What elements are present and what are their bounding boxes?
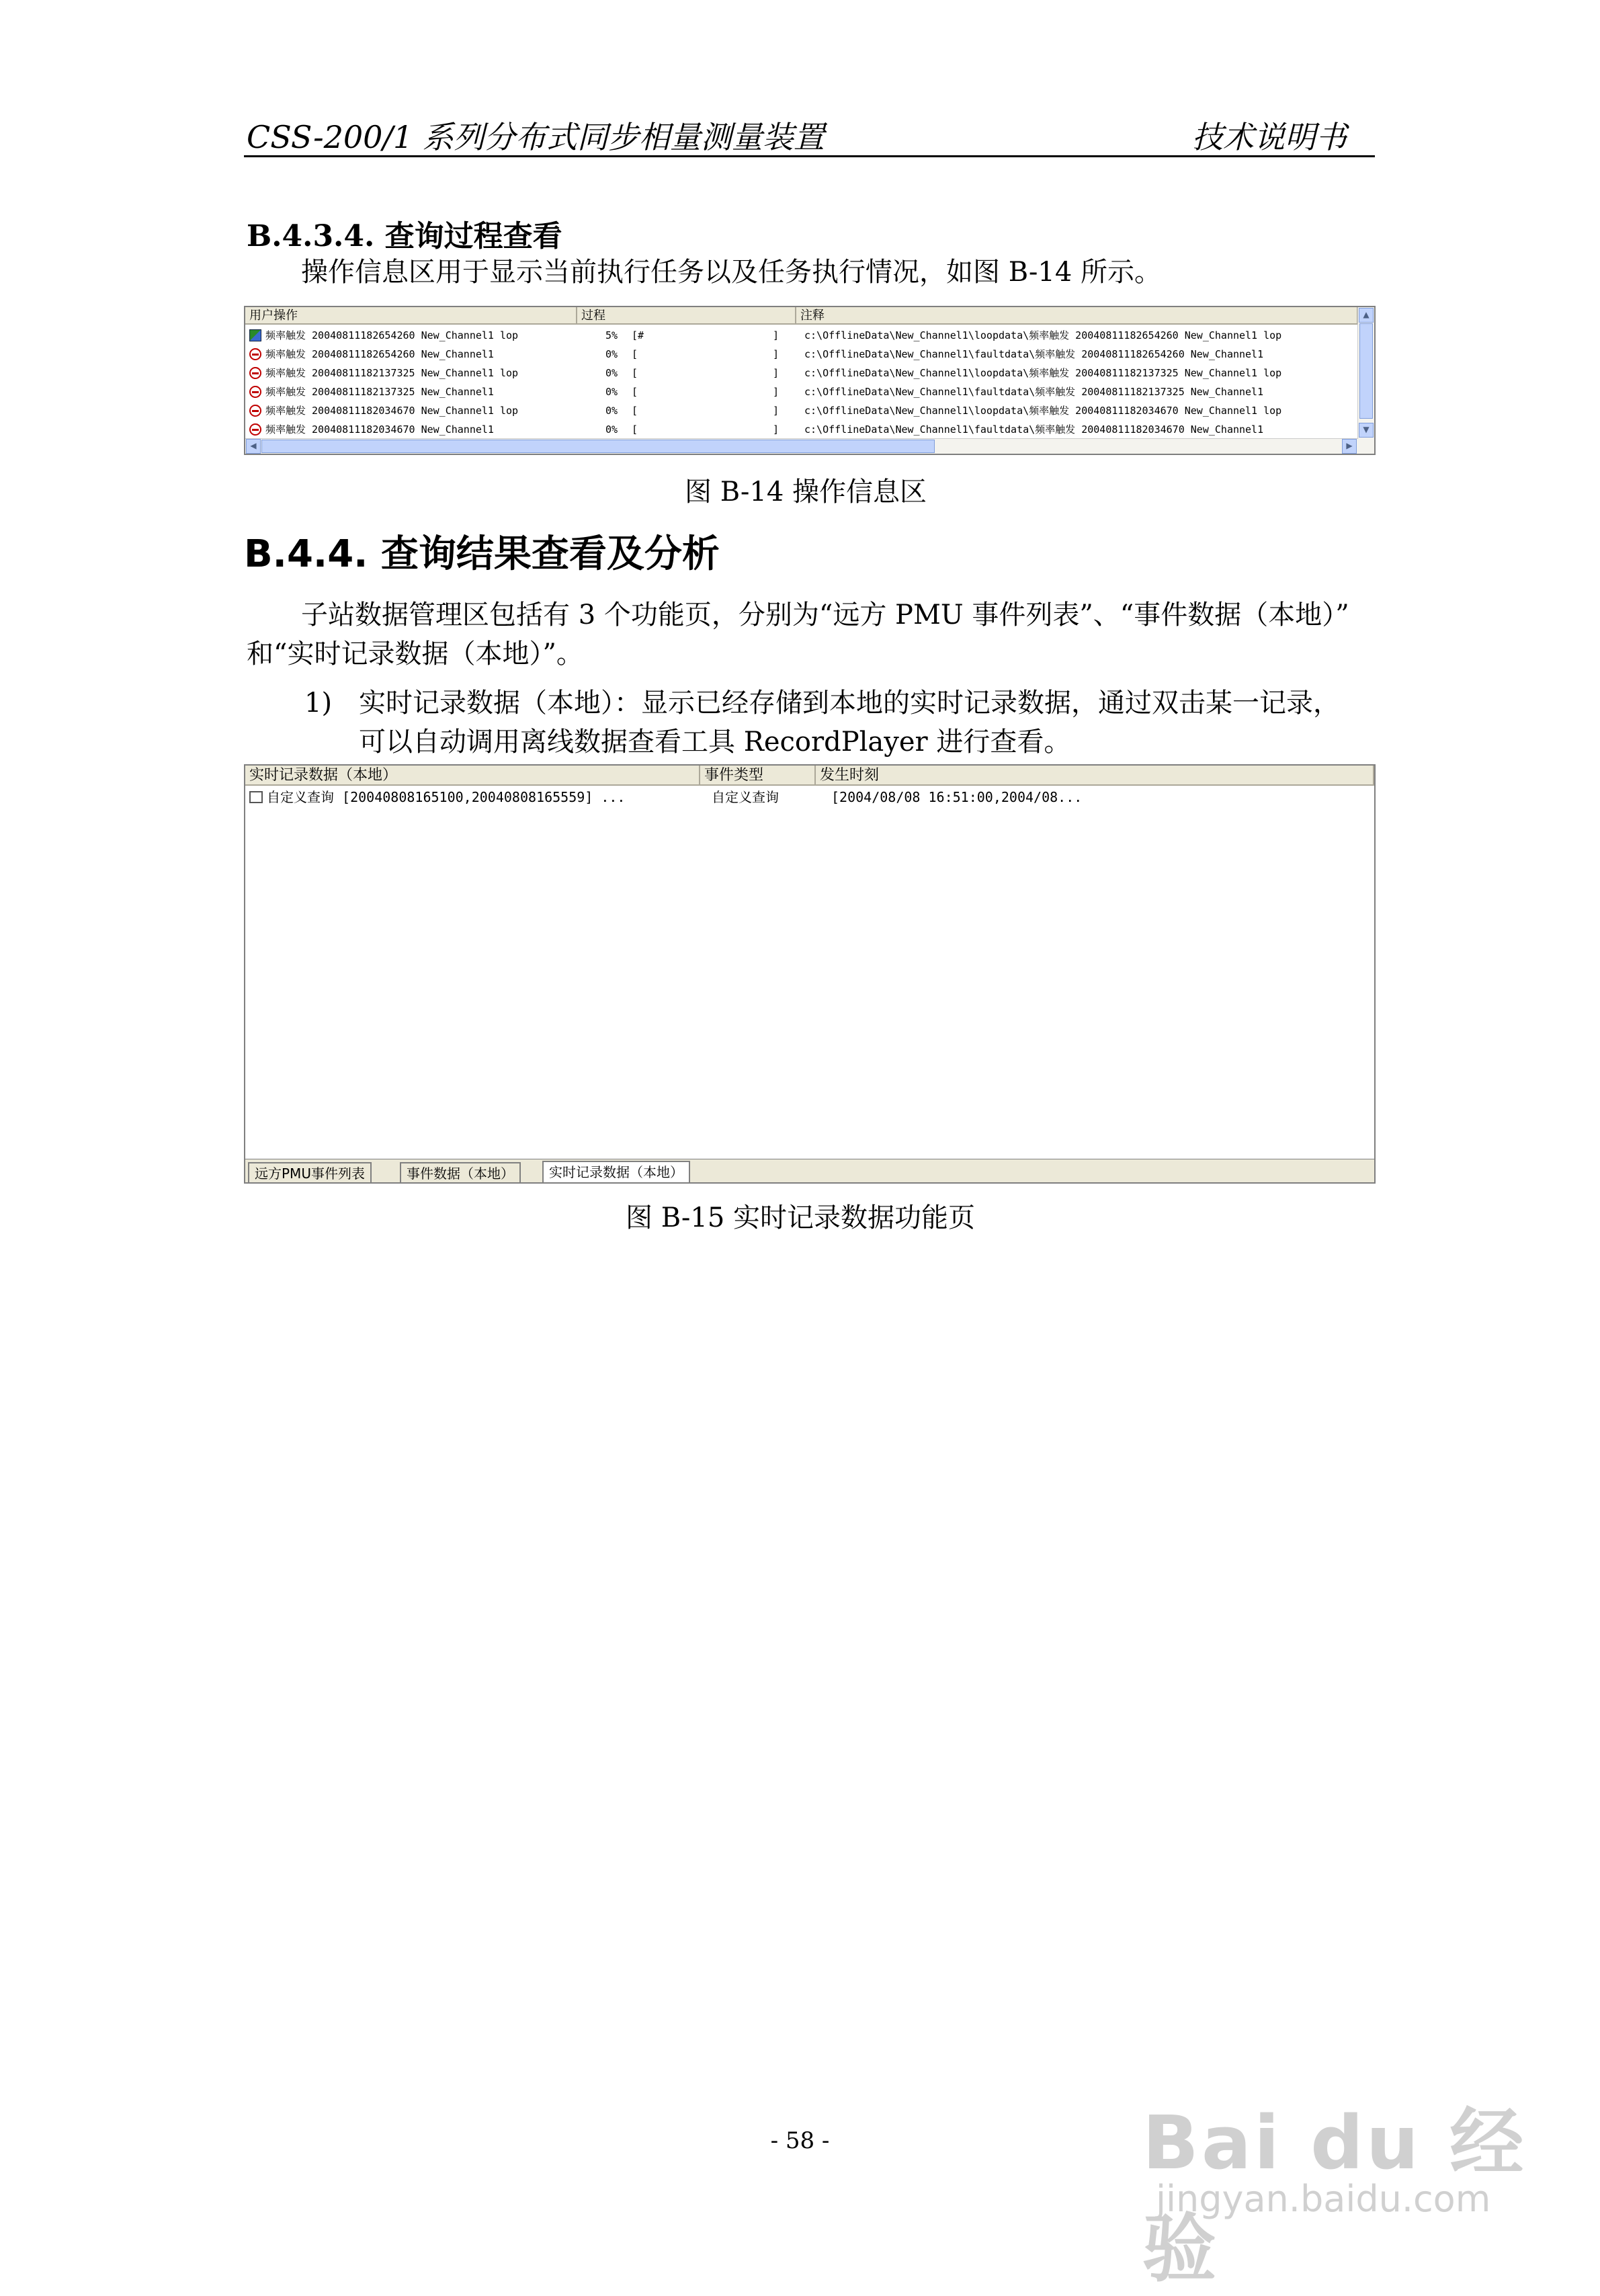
horizontal-scroll-thumb[interactable] xyxy=(261,440,935,453)
horizontal-scrollbar[interactable] xyxy=(245,438,1358,454)
tab-bar xyxy=(245,1159,1374,1182)
progress-bar-start: [# xyxy=(632,329,644,341)
tab-remote-pmu-event-list[interactable]: 远方PMU事件列表 xyxy=(248,1162,372,1182)
progress-bar-start: [ xyxy=(632,405,638,417)
list-item-line2: 可以自动调用离线数据查看工具 RecordPlayer 进行查看。 xyxy=(359,727,1071,757)
figure-caption-b14: 图 B-14 操作信息区 xyxy=(685,477,927,507)
section-b444-para-line2: 和“实时记录数据（本地）”。 xyxy=(247,639,583,669)
column-header-note[interactable]: 注释 xyxy=(796,307,1358,325)
occurrence-time-cell: [2004/08/08 16:51:00,2004/08... xyxy=(831,789,1083,805)
scroll-right-icon[interactable]: ▶ xyxy=(1342,439,1357,454)
vertical-scrollbar[interactable] xyxy=(1357,307,1374,454)
column-header-event-type[interactable]: 事件类型 xyxy=(700,766,816,786)
table-row[interactable] xyxy=(245,420,1347,439)
note-cell: c:\OfflineData\New_Channel1\faultdata\频率触发 20040811182034670 New_Channel1 xyxy=(804,423,1264,436)
list-item-number: 1) xyxy=(304,688,333,719)
operation-cell: 频率触发 20040811182034670 New_Channel1 lop xyxy=(265,405,519,417)
progress-bar-end: ] xyxy=(773,367,780,379)
progress-percent: 0% xyxy=(605,348,618,360)
progress-percent: 0% xyxy=(605,367,618,379)
progress-bar-end: ] xyxy=(773,405,780,417)
stop-icon xyxy=(249,348,261,360)
section-heading-b444: B.4.4. 查询结果查看及分析 xyxy=(244,532,720,576)
operation-cell: 频率触发 20040811182137325 New_Channel1 xyxy=(265,386,494,398)
play-icon xyxy=(249,329,261,341)
column-header-record-name[interactable]: 实时记录数据（本地） xyxy=(245,766,700,786)
progress-bar-end: ] xyxy=(773,348,780,360)
progress-percent: 0% xyxy=(605,423,618,436)
table-row[interactable] xyxy=(245,326,1347,345)
operation-info-panel[interactable] xyxy=(244,306,1376,455)
stop-icon xyxy=(249,405,261,417)
scroll-left-icon[interactable]: ◀ xyxy=(246,439,261,454)
stop-icon xyxy=(249,386,261,398)
progress-bar-start: [ xyxy=(632,423,638,436)
progress-bar-end: ] xyxy=(773,386,780,398)
table-row[interactable] xyxy=(245,401,1347,420)
watermark-url: jingyan.baidu.com xyxy=(1156,2178,1491,2220)
event-type-cell: 自定义查询 xyxy=(712,789,779,805)
scroll-thumb[interactable] xyxy=(1359,323,1373,419)
stop-icon xyxy=(249,423,261,436)
running-header-title: CSS-200/1 系列分布式同步相量测量装置 xyxy=(247,119,825,155)
watermark-brand: Bai du 经验 xyxy=(1142,2100,1527,2292)
column-header-progress[interactable]: 过程 xyxy=(577,307,796,325)
progress-bar-end: ] xyxy=(773,423,780,436)
note-cell: c:\OfflineData\New_Channel1\loopdata\频率触发 20040811182034670 New_Channel1 lop xyxy=(804,405,1282,417)
note-cell: c:\OfflineData\New_Channel1\faultdata\频率触发 20040811182654260 New_Channel1 xyxy=(804,348,1264,360)
page-number: - 58 - xyxy=(770,2127,830,2154)
table-row[interactable] xyxy=(245,787,1347,807)
section-b4334-text: 操作信息区用于显示当前执行任务以及任务执行情况，如图 B-14 所示。 xyxy=(301,257,1161,288)
list-item-line1: 实时记录数据（本地）：显示已经存储到本地的实时记录数据，通过双击某一记录， xyxy=(359,688,1340,719)
record-name-cell: 自定义查询 [20040808165100,20040808165559] ... xyxy=(267,789,626,805)
stop-icon xyxy=(249,367,261,379)
note-cell: c:\OfflineData\New_Channel1\faultdata\频率触发 20040811182137325 New_Channel1 xyxy=(804,386,1264,398)
progress-percent: 0% xyxy=(605,386,618,398)
operation-cell: 频率触发 20040811182654260 New_Channel1 lop xyxy=(265,329,519,341)
progress-bar-start: [ xyxy=(632,348,638,360)
progress-bar-end: ] xyxy=(773,329,780,341)
tab-event-data-local[interactable]: 事件数据（本地） xyxy=(400,1162,521,1182)
column-header-user-operation[interactable]: 用户操作 xyxy=(245,307,577,325)
scroll-up-icon[interactable]: ▲ xyxy=(1359,308,1374,323)
section-heading-b4334: B.4.3.4. 查询过程查看 xyxy=(247,219,562,253)
table-row[interactable] xyxy=(245,364,1347,382)
table-row[interactable] xyxy=(245,345,1347,364)
header-rule xyxy=(244,155,1375,157)
section-b444-para-line1: 子站数据管理区包括有 3 个功能页，分别为“远方 PMU 事件列表”、“事件数据（本地）” xyxy=(301,600,1349,630)
record-file-icon xyxy=(249,791,263,803)
note-cell: c:\OfflineData\New_Channel1\loopdata\频率触发 20040811182654260 New_Channel1 lop xyxy=(804,329,1282,341)
operation-cell: 频率触发 20040811182034670 New_Channel1 xyxy=(265,423,494,436)
realtime-record-data-panel[interactable] xyxy=(244,764,1376,1184)
operation-cell: 频率触发 20040811182137325 New_Channel1 lop xyxy=(265,367,519,379)
scroll-down-icon[interactable]: ▼ xyxy=(1359,423,1374,438)
tab-realtime-record-data-local[interactable]: 实时记录数据（本地） xyxy=(542,1161,690,1182)
progress-percent: 0% xyxy=(605,405,618,417)
progress-percent: 5% xyxy=(605,329,618,341)
note-cell: c:\OfflineData\New_Channel1\loopdata\频率触发 20040811182137325 New_Channel1 lop xyxy=(804,367,1282,379)
running-header-doc-type: 技术说明书 xyxy=(1192,119,1347,155)
progress-bar-start: [ xyxy=(632,367,638,379)
column-header-occurrence-time[interactable]: 发生时刻 xyxy=(816,766,1374,786)
figure-caption-b15: 图 B-15 实时记录数据功能页 xyxy=(626,1202,975,1233)
progress-bar-start: [ xyxy=(632,386,638,398)
table-row[interactable] xyxy=(245,382,1347,401)
operation-cell: 频率触发 20040811182654260 New_Channel1 xyxy=(265,348,494,360)
